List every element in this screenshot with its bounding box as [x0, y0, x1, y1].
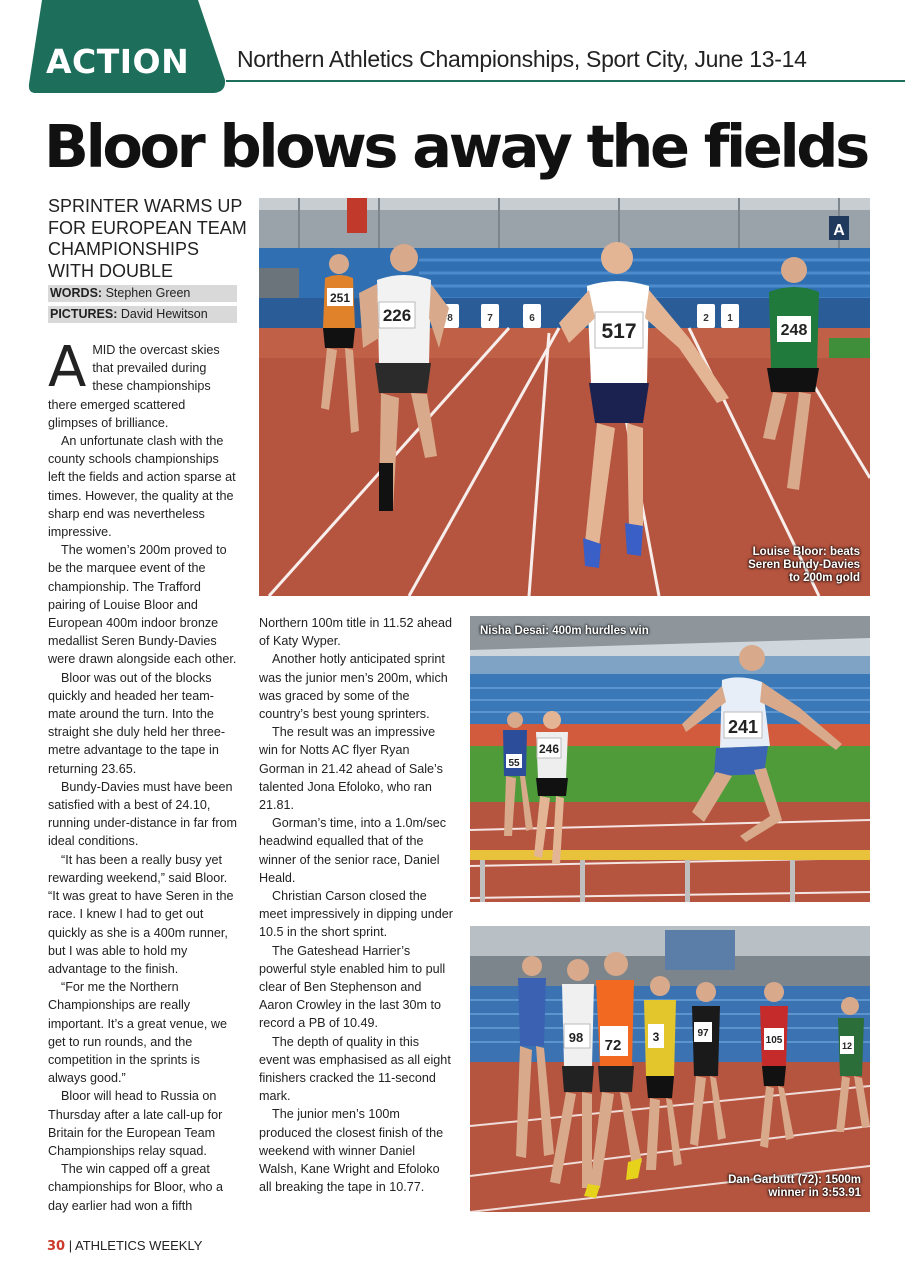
bib-number: 517: [601, 320, 637, 343]
body-column-1: [48, 335, 238, 1215]
bib-number: 246: [538, 742, 560, 756]
bib-number: 226: [382, 306, 412, 325]
bib-number: 12: [841, 1041, 853, 1051]
section-tab-label: ACTION: [46, 42, 190, 81]
stand-sign: A: [833, 222, 845, 239]
body-paragraph: The depth of quality in this event was emphasised as all eight finishers cracked the 11-second mark.: [259, 1034, 451, 1104]
body-paragraph: The junior men’s 100m produced the closest finish of the weekend with winner Daniel Walsh, Kane Wright and Efoloko all breaking the tape in 10.77.: [259, 1107, 444, 1195]
bib-number: 241: [727, 717, 759, 737]
headline: Bloor blows away the fields: [44, 112, 867, 181]
dropcap: A: [48, 335, 87, 400]
body-paragraph: “For me the Northern Championships are really important. It’s a great venue, we get to run rounds, and the competition in the sprints is always good.”: [48, 980, 227, 1086]
lane-number: 6: [529, 313, 535, 324]
body-paragraph: The result was an impressive win for Notts AC flyer Ryan Gorman in 21.42 ahead of Sale’s talented Jona Efoloko, who ran 21.81.: [259, 725, 443, 813]
photo-caption: Nisha Desai: 400m hurdles win: [480, 625, 649, 637]
lane-number: 1: [727, 313, 733, 324]
body-paragraph: Christian Carson closed the meet impressively in dipping under 10.5 in the short sprint.: [259, 889, 453, 940]
body-paragraph: Bundy-Davies must have been satisfied with a best of 24.10, running under-distance in far from ideal conditions.: [48, 779, 238, 849]
body-paragraph: Bloor will head to Russia on Thursday after a late call-up for Britain for the European Team Championships relay squad.: [48, 1089, 223, 1158]
body-paragraph: Bloor was out of the blocks quickly and headed her team-mate around the turn. Into the straight she duly held her three-metre advantage to the tape in returning 23.65.: [48, 670, 226, 776]
body-paragraph: The women’s 200m proved to be the marquee event of the championship. The Trafford pairing of Louise Bloor and European 400m indoor bronze medallist Seren Bundy-Davies were drawn alongside each other.: [48, 543, 237, 667]
footer-separator: |: [68, 1238, 73, 1253]
lede-text: MID the overcast skies that prevailed during these championships there emerged scattered glimpses of brilliance.: [48, 343, 220, 430]
bib-number: 248: [780, 322, 808, 339]
credit-pictures-name: David Hewitson: [120, 307, 208, 321]
bib-number: 55: [508, 758, 520, 769]
bib-number: 97: [697, 1028, 709, 1039]
photo-caption: Louise Bloor: beats Seren Bundy-Davies to 200m gold: [748, 546, 860, 584]
credit-words-label: WORDS:: [50, 286, 103, 300]
lane-number: 7: [487, 313, 493, 324]
bib-number: 3: [652, 1030, 660, 1044]
standfirst: SPRINTER WARMS UP FOR EUROPEAN TEAM CHAMPIONSHIPS WITH DOUBLE: [48, 196, 247, 281]
body-paragraph: [48, 335, 238, 432]
credit-pictures-label: PICTURES:: [50, 307, 118, 321]
body-paragraph: “It has been a really busy yet rewarding weekend,” said Bloor. “It was great to have Seren in the race. I knew I had to get out quickly as she is a 400m runner, but I was able to hold my advantage to the finish.: [48, 852, 234, 976]
photo-caption: Dan Garbutt (72): 1500m winner in 3:53.91: [728, 1174, 861, 1199]
bib-number: 251: [329, 291, 351, 305]
body-paragraph: Another hotly anticipated sprint was the junior men’s 200m, which was graced by some of the country’s best young sprinters.: [259, 652, 448, 722]
page-number: 30: [47, 1239, 66, 1254]
credit-words: [48, 285, 237, 302]
page-footer: [47, 1238, 202, 1254]
photo-200m-finish: [259, 198, 870, 596]
photo-400m-hurdles: [470, 616, 870, 902]
credit-words-name: Stephen Green: [105, 286, 191, 300]
body-paragraph: Gorman’s time, into a 1.0m/sec headwind equalled that of the winner of the senior race, Daniel Heald.: [259, 816, 447, 885]
header-rule: [226, 80, 905, 82]
body-column-2: [259, 614, 453, 1197]
event-title: Northern Athletics Championships, Sport City, June 13-14: [237, 46, 807, 72]
body-paragraph: The win capped off a great championships for Bloor, who a day earlier had won a fifth: [48, 1162, 224, 1213]
photo-1500m: [470, 926, 870, 1212]
body-paragraph: Northern 100m title in 11.52 ahead of Katy Wyper.: [259, 616, 452, 649]
body-paragraph: An unfortunate clash with the county schools championships left the fields and action sparse at times. However, the quality at the sharp end was nevertheless impressive.: [48, 434, 236, 540]
body-paragraph: The Gateshead Harrier’s powerful style enabled him to pull clear of Ben Stephenson and Aaron Crowley in the last 30m to record a PB of 10.49.: [259, 943, 446, 1031]
bib-number: 98: [568, 1030, 584, 1045]
bib-number: 105: [765, 1035, 783, 1046]
publication-name: ATHLETICS WEEKLY: [75, 1238, 203, 1253]
bib-number: 72: [604, 1037, 622, 1054]
lane-number: 8: [447, 313, 453, 324]
credit-pictures: [48, 306, 237, 323]
lane-number: 2: [703, 313, 709, 324]
